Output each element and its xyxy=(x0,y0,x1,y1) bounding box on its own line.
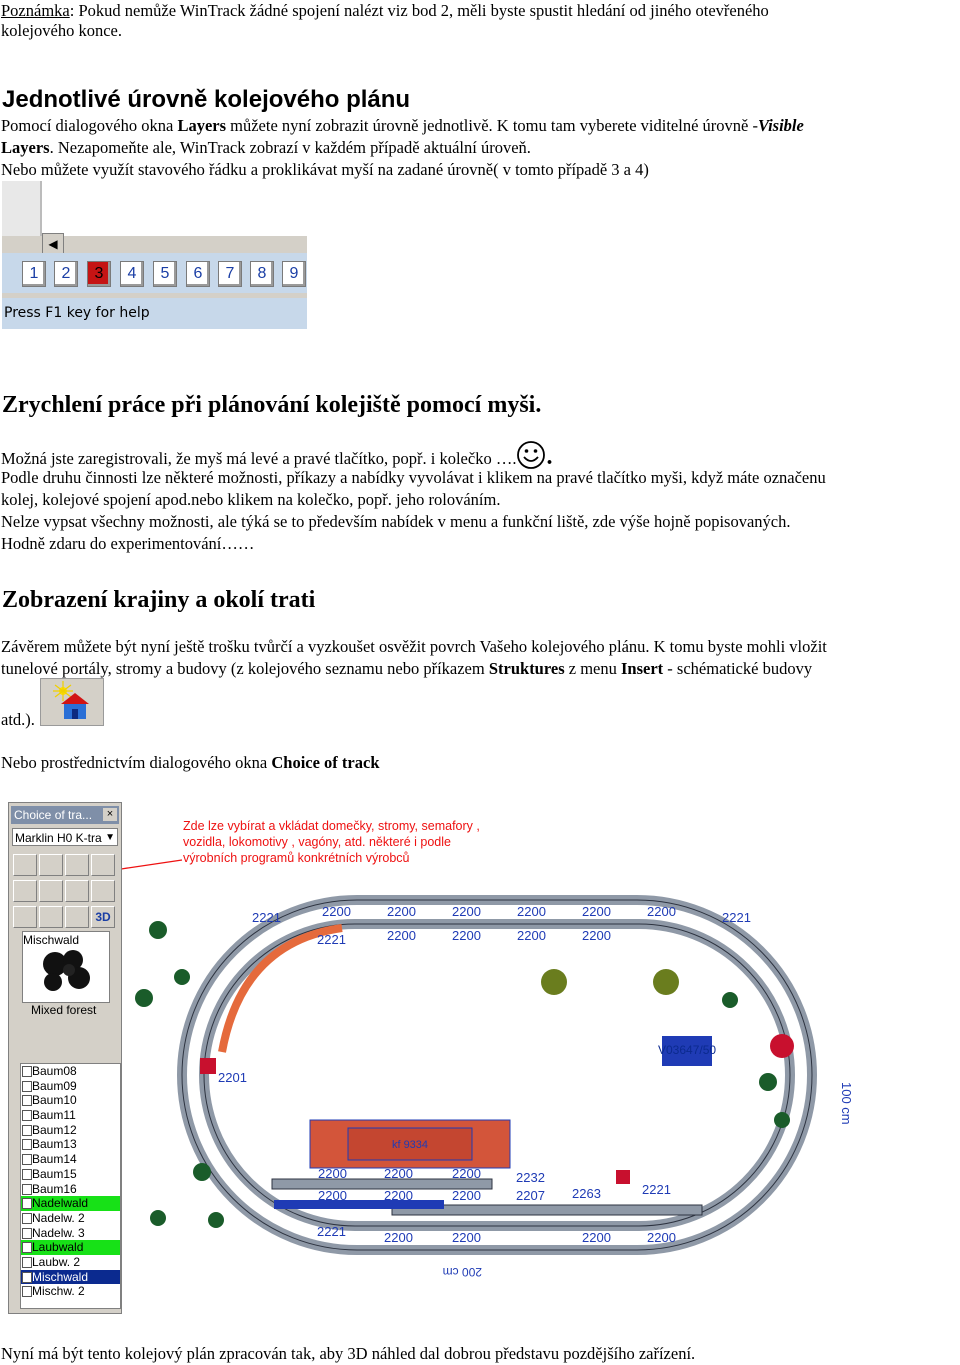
list-item[interactable] xyxy=(21,1108,120,1123)
list-item-label: Baum15 xyxy=(32,1166,77,1181)
list-item-label: Baum13 xyxy=(32,1137,77,1152)
footer-text: Nyní má být tento kolejový plán zpracován tak, aby 3D náhled dal dobrou představu pozdějšího zařízení. xyxy=(1,1344,696,1363)
svg-text:2221: 2221 xyxy=(642,1182,671,1197)
svg-text:2200: 2200 xyxy=(582,1230,611,1245)
svg-text:2200: 2200 xyxy=(582,904,611,919)
list-item-label: Laubw. 2 xyxy=(32,1254,81,1269)
level-button-6[interactable]: 6 xyxy=(186,261,210,287)
crossing-track-icon[interactable] xyxy=(91,854,115,876)
section3-line2: tunelové portály, stromy a budovy (z kolejového seznamu nebo příkazem Struktures z menu Insert - schématické budovy xyxy=(1,659,813,678)
layers-icon[interactable] xyxy=(39,906,63,928)
chevron-down-icon[interactable]: ▼ xyxy=(105,832,115,843)
checkbox[interactable] xyxy=(22,1228,32,1239)
house-toolbar-icon[interactable] xyxy=(40,678,104,726)
list-item[interactable] xyxy=(21,1123,120,1138)
list-item-label: Baum10 xyxy=(32,1093,77,1108)
section3-line3: atd.). xyxy=(1,710,35,729)
train-wagons[interactable] xyxy=(274,1200,444,1209)
checkbox[interactable] xyxy=(22,1095,32,1106)
checkbox[interactable] xyxy=(22,1110,32,1121)
tree[interactable] xyxy=(541,969,567,995)
svg-text:2200: 2200 xyxy=(322,904,351,919)
track-plan-canvas[interactable] xyxy=(122,802,857,1314)
section1-line3: Nebo můžete využít stavového řádku a proklikávat myší na zadané úrovně( v tomto případě 3 a 4) xyxy=(1,160,649,179)
list-item-label: Nadelwald xyxy=(32,1196,89,1211)
scroll-left-icon[interactable]: ◀ xyxy=(42,233,64,255)
svg-text:2200: 2200 xyxy=(452,1166,481,1181)
preview-label: Mischwald xyxy=(23,933,80,947)
list-item[interactable] xyxy=(21,1270,120,1285)
level-strip xyxy=(2,253,307,293)
svg-text:2201: 2201 xyxy=(218,1070,247,1085)
list-item[interactable] xyxy=(21,1137,120,1152)
checkbox[interactable] xyxy=(22,1125,32,1136)
svg-text:2200: 2200 xyxy=(582,928,611,943)
checkbox[interactable] xyxy=(22,1213,32,1224)
svg-text:2200: 2200 xyxy=(452,904,481,919)
svg-text:2200: 2200 xyxy=(387,904,416,919)
list-item[interactable] xyxy=(21,1255,120,1270)
note-line2: kolejového konce. xyxy=(1,21,122,40)
level-button-4[interactable]: 4 xyxy=(120,261,144,287)
svg-text:2200: 2200 xyxy=(318,1166,347,1181)
level-button-7[interactable]: 7 xyxy=(218,261,242,287)
tree[interactable] xyxy=(759,1073,777,1091)
tree[interactable] xyxy=(770,1034,794,1058)
checkbox[interactable] xyxy=(22,1081,32,1092)
svg-text:2200: 2200 xyxy=(647,904,676,919)
checkbox[interactable] xyxy=(22,1257,32,1268)
list-item[interactable] xyxy=(21,1196,120,1211)
curve-track-icon[interactable] xyxy=(39,854,63,876)
scrollbar-vertical[interactable] xyxy=(2,181,42,241)
list-item-label: Baum08 xyxy=(32,1064,77,1078)
note-label: Poznámka xyxy=(1,1,70,20)
track-labels xyxy=(218,904,751,1245)
checkbox[interactable] xyxy=(22,1272,32,1283)
list-item[interactable] xyxy=(21,1182,120,1197)
svg-text:2221: 2221 xyxy=(252,910,281,925)
section1-line2: Layers. Nezapomeňte ale, WinTrack zobrazí v každém případě aktuální úroveň. xyxy=(1,138,531,157)
section2-line5: Hodně zdaru do experimentování…… xyxy=(1,534,255,553)
vehicle-icon[interactable] xyxy=(91,880,115,902)
list-item-label: Baum12 xyxy=(32,1122,77,1137)
straight-track-icon[interactable] xyxy=(13,854,37,876)
level-button-5[interactable]: 5 xyxy=(153,261,177,287)
svg-text:2207: 2207 xyxy=(516,1188,545,1203)
list-item-label: Mischw. 2 xyxy=(32,1284,85,1299)
grid-icon[interactable] xyxy=(65,906,89,928)
tree[interactable] xyxy=(149,921,167,939)
signal-icon[interactable] xyxy=(65,880,89,902)
house-icon[interactable] xyxy=(13,880,37,902)
tree[interactable] xyxy=(135,989,153,1007)
svg-text:2200: 2200 xyxy=(517,904,546,919)
list-item[interactable] xyxy=(21,1284,120,1299)
tree[interactable] xyxy=(653,969,679,995)
close-icon[interactable]: × xyxy=(103,808,117,821)
list-item[interactable] xyxy=(21,1167,120,1182)
svg-text:2232: 2232 xyxy=(516,1170,545,1185)
svg-text:2200: 2200 xyxy=(387,928,416,943)
checkbox[interactable] xyxy=(22,1169,32,1180)
item-list[interactable] xyxy=(20,1063,121,1309)
svg-text:2200: 2200 xyxy=(452,1230,481,1245)
tree[interactable] xyxy=(150,1210,166,1226)
loco-label: V03647/50 xyxy=(658,1043,717,1057)
section1-heading: Jednotlivé úrovně kolejového plánu xyxy=(2,86,411,113)
section2-line1: Možná jste zaregistrovali, že myš má levé a pravé tlačítko, popř. i kolečko …. . xyxy=(1,440,956,470)
level-button-3[interactable]: 3 xyxy=(87,261,111,287)
list-item-label: Baum11 xyxy=(32,1108,76,1123)
level-button-2[interactable]: 2 xyxy=(54,261,78,287)
checkbox[interactable] xyxy=(22,1066,32,1077)
list-item[interactable] xyxy=(21,1152,120,1167)
statusbar-help-text: Press F1 key for help xyxy=(2,298,307,329)
tools-icon[interactable] xyxy=(13,906,37,928)
statusbar-screenshot xyxy=(2,181,307,329)
list-item-label: Baum14 xyxy=(32,1152,77,1167)
section3-line4: Nebo prostřednictvím dialogového okna Choice of track xyxy=(1,753,380,772)
list-item[interactable] xyxy=(21,1079,120,1094)
checkbox[interactable] xyxy=(22,1154,32,1165)
section2-line2: Podle druhu činnosti lze některé možnosti, příkazy a nabídky vyvolávat i klikem na pravé tlačítko myši, když máte označenu xyxy=(1,468,826,487)
annotation-text: Zde lze vybírat a vkládat domečky, stromy, semafory , vozidla, lokomotivy , vagóny, atd. některé i podle výrobních programů konkrétních výrobců xyxy=(183,819,480,865)
svg-text:2200: 2200 xyxy=(384,1188,413,1203)
dimension-bottom: 200 cm xyxy=(442,1265,482,1279)
level-button-8[interactable]: 8 xyxy=(250,261,274,287)
section2-line4: Nelze vypsat všechny možnosti, ale týká se to především nabídek v menu a funkční liště, zde výše hojně popisovaných. xyxy=(1,512,791,531)
section1-line1: Pomocí dialogového okna Layers můžete nyní zobrazit úrovně jednotlivě. K tomu tam vyberete viditelné úrovně -Visible xyxy=(1,116,804,135)
svg-text:2221: 2221 xyxy=(317,1224,346,1239)
svg-text:2221: 2221 xyxy=(722,910,751,925)
checkbox[interactable] xyxy=(22,1184,32,1195)
switch-track-icon[interactable] xyxy=(65,854,89,876)
tree[interactable] xyxy=(722,992,738,1008)
dimension-right: 100 cm xyxy=(839,1082,854,1125)
manufacturer-select[interactable]: Marklin H0 K-tra ▼ xyxy=(12,828,118,846)
list-item[interactable] xyxy=(21,1240,120,1255)
tree[interactable] xyxy=(193,1163,211,1181)
level-button-1[interactable]: 1 xyxy=(22,261,46,287)
building-label: kf 9334 xyxy=(391,1139,429,1151)
preview-caption: Mixed forest xyxy=(31,1003,97,1017)
level-button-9[interactable]: 9 xyxy=(282,261,306,287)
list-item[interactable] xyxy=(21,1064,120,1079)
svg-text:2200: 2200 xyxy=(452,1188,481,1203)
track-plan-screenshot xyxy=(2,802,857,1314)
panel-title: Choice of tra... × xyxy=(11,806,119,824)
list-item-label: Laubwald xyxy=(32,1240,84,1255)
svg-text:2200: 2200 xyxy=(517,928,546,943)
list-item-label: Nadelw. 2 xyxy=(32,1210,85,1225)
tree[interactable] xyxy=(774,1112,790,1128)
3d-view-button[interactable]: 3D xyxy=(91,906,115,928)
checkbox[interactable] xyxy=(22,1139,32,1150)
tree[interactable] xyxy=(174,969,190,985)
section2-line3: kolej, kolejové spojení apod.nebo klikem na kolečko, popř. jeho rolováním. xyxy=(1,490,501,509)
svg-text:2200: 2200 xyxy=(384,1230,413,1245)
section3-line1: Závěrem můžete být nyní ještě trošku tvůrčí a vyzkoušet osvěžit povrch Vašeho kolejového plánu. K tomu byste mohli vložit xyxy=(1,637,827,656)
checkbox[interactable] xyxy=(22,1198,32,1209)
choice-of-track-panel xyxy=(8,802,122,1314)
note-paragraph xyxy=(1,0,956,22)
list-item[interactable] xyxy=(21,1211,120,1226)
section2-heading: Zrychlení práce při plánování kolejiště pomocí myši. xyxy=(2,392,542,418)
checkbox[interactable] xyxy=(22,1286,32,1297)
list-item-label: Baum16 xyxy=(32,1181,77,1196)
red-marker[interactable] xyxy=(200,1058,216,1074)
svg-text:2200: 2200 xyxy=(452,928,481,943)
svg-text:2200: 2200 xyxy=(384,1166,413,1181)
list-item-label: Nadelw. 3 xyxy=(32,1225,85,1240)
tree[interactable] xyxy=(208,1212,224,1228)
list-item-label: Baum09 xyxy=(32,1078,77,1093)
svg-text:2200: 2200 xyxy=(647,1230,676,1245)
list-item-label: Mischwald xyxy=(32,1269,89,1284)
annotation-arrow xyxy=(122,860,182,878)
list-item[interactable] xyxy=(21,1226,120,1241)
smiley-icon xyxy=(516,440,546,470)
red-marker[interactable] xyxy=(616,1170,630,1184)
checkbox[interactable] xyxy=(22,1242,32,1253)
svg-text:2221: 2221 xyxy=(317,932,346,947)
section3-heading: Zobrazení krajiny a okolí trati xyxy=(2,587,316,613)
list-item[interactable] xyxy=(21,1093,120,1108)
svg-text:2263: 2263 xyxy=(572,1186,601,1201)
note-text: : Pokud nemůže WinTrack žádné spojení nalézt viz bod 2, měli byste spustit hledání od jiného otevřeného xyxy=(69,1,769,20)
svg-text:2200: 2200 xyxy=(318,1188,347,1203)
tree-icon[interactable] xyxy=(39,880,63,902)
